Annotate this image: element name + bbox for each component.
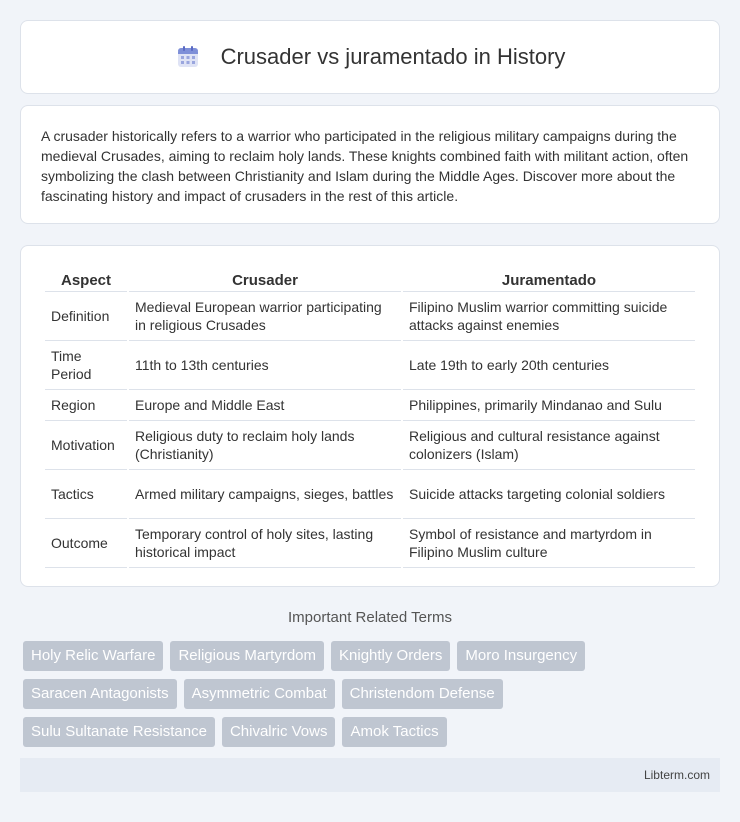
related-terms-title: Important Related Terms [288, 609, 452, 626]
aspect-cell: Definition [45, 292, 127, 341]
crusader-cell: Temporary control of holy sites, lasting historical impact [129, 519, 401, 568]
tag-christendom-defense[interactable]: Christendom Defense [342, 679, 503, 709]
table-row [45, 519, 695, 568]
calendar-icon [175, 44, 201, 70]
table-header-row [45, 268, 695, 292]
crusader-cell: Medieval European warrior participating in religious Crusades [129, 292, 401, 341]
tag-chivalric-vows[interactable]: Chivalric Vows [222, 717, 336, 747]
footer [20, 758, 720, 792]
tag-religious-martyrdom[interactable]: Religious Martyrdom [170, 641, 324, 671]
table-row [45, 292, 695, 341]
juramentado-cell: Religious and cultural resistance against colonizers (Islam) [403, 421, 695, 470]
tag-row [23, 679, 723, 709]
crusader-cell: Religious duty to reclaim holy lands (Christianity) [129, 421, 401, 470]
crusader-cell: Europe and Middle East [129, 390, 401, 421]
tag-knightly-orders[interactable]: Knightly Orders [331, 641, 450, 671]
tag-saracen-antagonists[interactable]: Saracen Antagonists [23, 679, 177, 709]
tag-row [23, 641, 723, 671]
tag-amok-tactics[interactable]: Amok Tactics [342, 717, 446, 747]
tag-asymmetric-combat[interactable]: Asymmetric Combat [184, 679, 335, 709]
footer-site-link[interactable]: Libterm.com [643, 768, 710, 782]
table-row [45, 390, 695, 421]
intro-card [20, 105, 720, 224]
page-title [175, 44, 566, 70]
tag-holy-relic-warfare[interactable]: Holy Relic Warfare [23, 641, 163, 671]
table-row [45, 421, 695, 470]
header-juramentado: Juramentado [403, 268, 695, 292]
crusader-cell: 11th to 13th centuries [129, 341, 401, 390]
table-row [45, 341, 695, 390]
table-row [45, 470, 695, 519]
juramentado-cell: Suicide attacks targeting colonial soldiers [403, 470, 695, 519]
tag-row [23, 717, 723, 747]
tag-sulu-sultanate-resistance[interactable]: Sulu Sultanate Resistance [23, 717, 215, 747]
comparison-table-card [20, 245, 720, 587]
juramentado-cell: Late 19th to early 20th centuries [403, 341, 695, 390]
header-aspect: Aspect [45, 268, 127, 292]
juramentado-cell: Filipino Muslim warrior committing suicide attacks against enemies [403, 292, 695, 341]
tag-moro-insurgency[interactable]: Moro Insurgency [457, 641, 585, 671]
aspect-cell: Region [45, 390, 127, 421]
title-card [20, 20, 720, 94]
juramentado-cell: Symbol of resistance and martyrdom in Filipino Muslim culture [403, 519, 695, 568]
related-terms-tags [23, 641, 723, 755]
juramentado-cell: Philippines, primarily Mindanao and Sulu [403, 390, 695, 421]
aspect-cell: Time Period [45, 341, 127, 390]
aspect-cell: Tactics [45, 470, 127, 519]
aspect-cell: Motivation [45, 421, 127, 470]
intro-paragraph: A crusader historically refers to a warrior who participated in the religious military campaigns during the medieval Crusades, aiming to reclaim holy lands. These knights combined faith with militant action, often symbolizing the clash between Christianity and Islam during the Middle Ages. Discover more about the fascinating history and impact of crusaders in the rest of this article. [41, 128, 689, 204]
comparison-table [43, 268, 697, 568]
crusader-cell: Armed military campaigns, sieges, battles [129, 470, 401, 519]
header-crusader: Crusader [129, 268, 401, 292]
aspect-cell: Outcome [45, 519, 127, 568]
page-title-text: Crusader vs juramentado in History [220, 44, 566, 69]
